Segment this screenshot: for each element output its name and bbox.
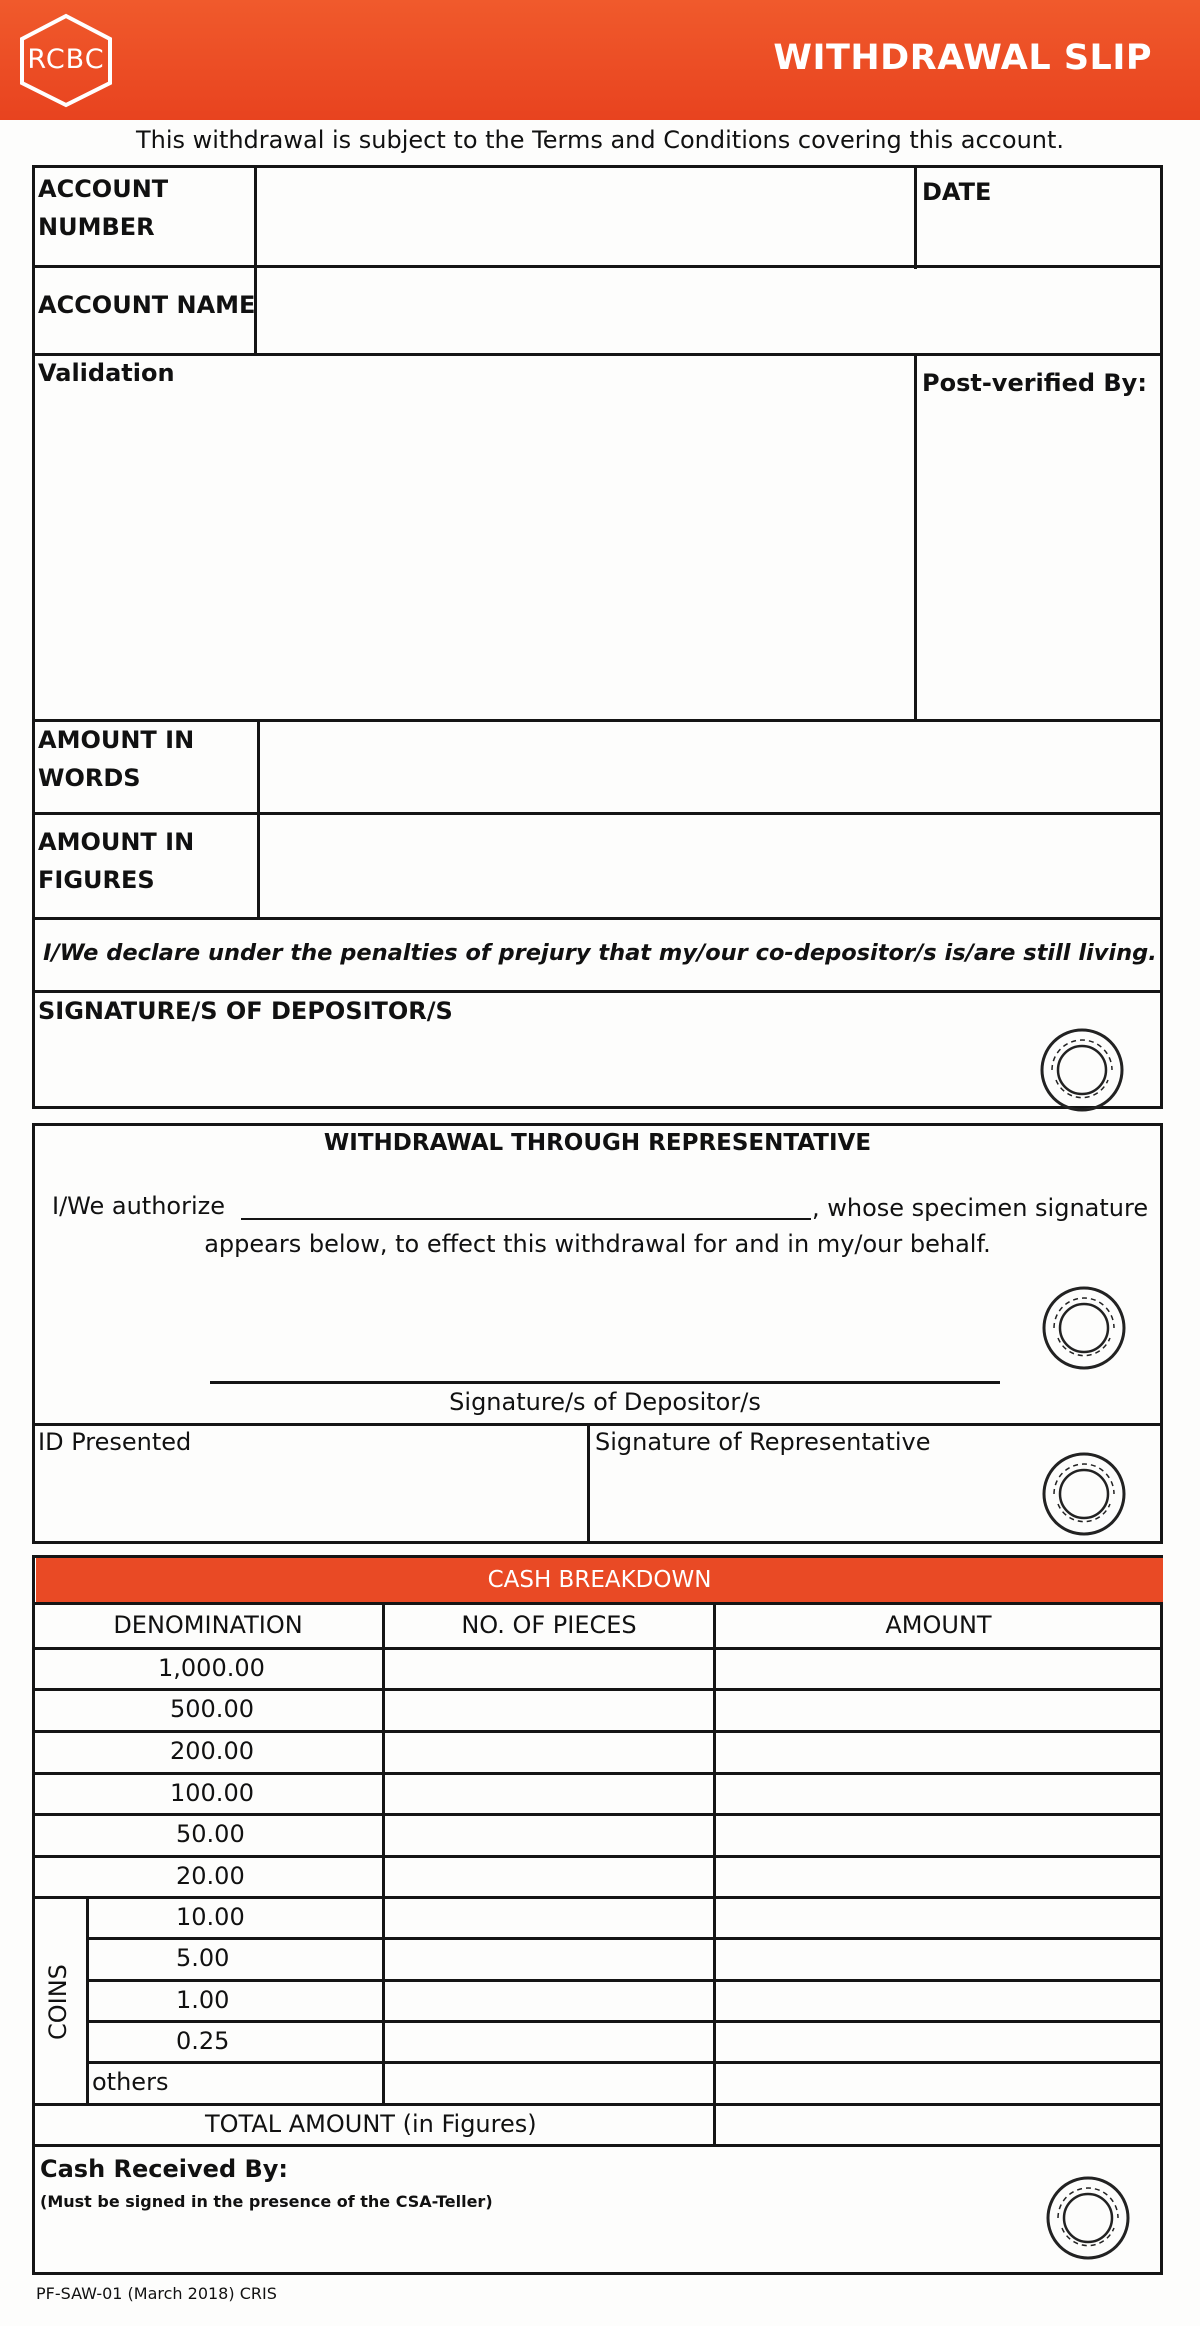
denomination-50: 50.00 [176,1820,245,1848]
account-name-label: ACCOUNT NAME [38,291,256,319]
id-presented-label: ID Presented [38,1428,192,1456]
terms-notice: This withdrawal is subject to the Terms and Conditions covering this account. [135,126,1065,154]
representative-depositor-signature-line[interactable] [210,1330,1000,1384]
cash-received-note: (Must be signed in the presence of the CSA-Teller) [40,2192,493,2211]
authorize-name-field[interactable] [241,1188,811,1220]
signature-verified-stamp-icon [1040,1450,1128,1538]
account-number-label: ACCOUNT NUMBER [38,175,169,241]
header-bar [0,0,1200,120]
denomination-1: 1.00 [176,1986,230,2014]
denomination-others: others [92,2068,169,2096]
cash-received-signature-field[interactable] [36,2216,1036,2272]
amount-words-field[interactable] [261,722,1160,810]
denomination-20: 20.00 [176,1862,245,1890]
authorize-line2: appears below, to effect this withdrawal for and in my/our behalf. [204,1230,991,1258]
coins-label: COINS [44,1964,72,2040]
representative-signature-label: Signature of Representative [595,1428,931,1456]
date-field[interactable] [918,212,1160,264]
cash-breakdown-title: CASH BREAKDOWN [36,1558,1163,1602]
denomination-header: DENOMINATION [113,1611,303,1639]
signature-verified-stamp-icon [1038,1026,1126,1114]
signature-depositors-caption: Signature/s of Depositor/s [449,1388,761,1416]
amount-figures-label: AMOUNT IN FIGURES [38,828,195,894]
amount-words-label: AMOUNT IN WORDS [38,726,195,792]
amount-figures-field[interactable] [261,815,1160,915]
pieces-header: NO. OF PIECES [461,1611,637,1639]
post-verified-label: Post-verified By: [922,369,1147,397]
signature-depositor-field[interactable] [36,1030,1036,1106]
page-title: WITHDRAWAL SLIP [773,38,1152,78]
id-presented-field[interactable] [36,1462,584,1542]
validation-label: Validation [38,359,175,387]
signature-depositor-label: SIGNATURE/S OF DEPOSITOR/S [38,997,453,1025]
form-code: PF-SAW-01 (March 2018) CRIS [36,2284,277,2303]
post-verified-field[interactable] [918,402,1160,716]
representative-title: WITHDRAWAL THROUGH REPRESENTATIVE [323,1130,872,1156]
denomination-5: 5.00 [176,1944,230,1972]
denomination-500: 500.00 [170,1695,254,1723]
denomination-200: 200.00 [170,1737,254,1765]
declaration-text: I/We declare under the penalties of prejury that my/our co-depositor/s is/are still living. [43,940,1157,966]
amount-header: AMOUNT [885,1611,992,1639]
logo-text: RCBC [27,44,105,75]
authorize-prefix: I/We authorize [52,1192,226,1220]
total-amount-label: TOTAL AMOUNT (in Figures) [205,2110,537,2138]
cash-received-label: Cash Received By: [40,2155,289,2183]
signature-verified-stamp-icon [1040,1284,1128,1372]
account-name-field[interactable] [258,268,1160,352]
account-number-field[interactable] [258,168,912,264]
total-amount-field[interactable] [717,2106,1160,2142]
denomination-025: 0.25 [176,2027,230,2055]
authorize-suffix: , whose specimen signature [812,1194,1149,1222]
representative-signature-field[interactable] [592,1462,1032,1542]
validation-area[interactable] [36,392,912,716]
date-label: DATE [922,178,992,206]
signature-verified-stamp-icon [1044,2174,1132,2262]
denomination-100: 100.00 [170,1779,254,1807]
denomination-1000: 1,000.00 [158,1654,265,1682]
denomination-10: 10.00 [176,1903,245,1931]
